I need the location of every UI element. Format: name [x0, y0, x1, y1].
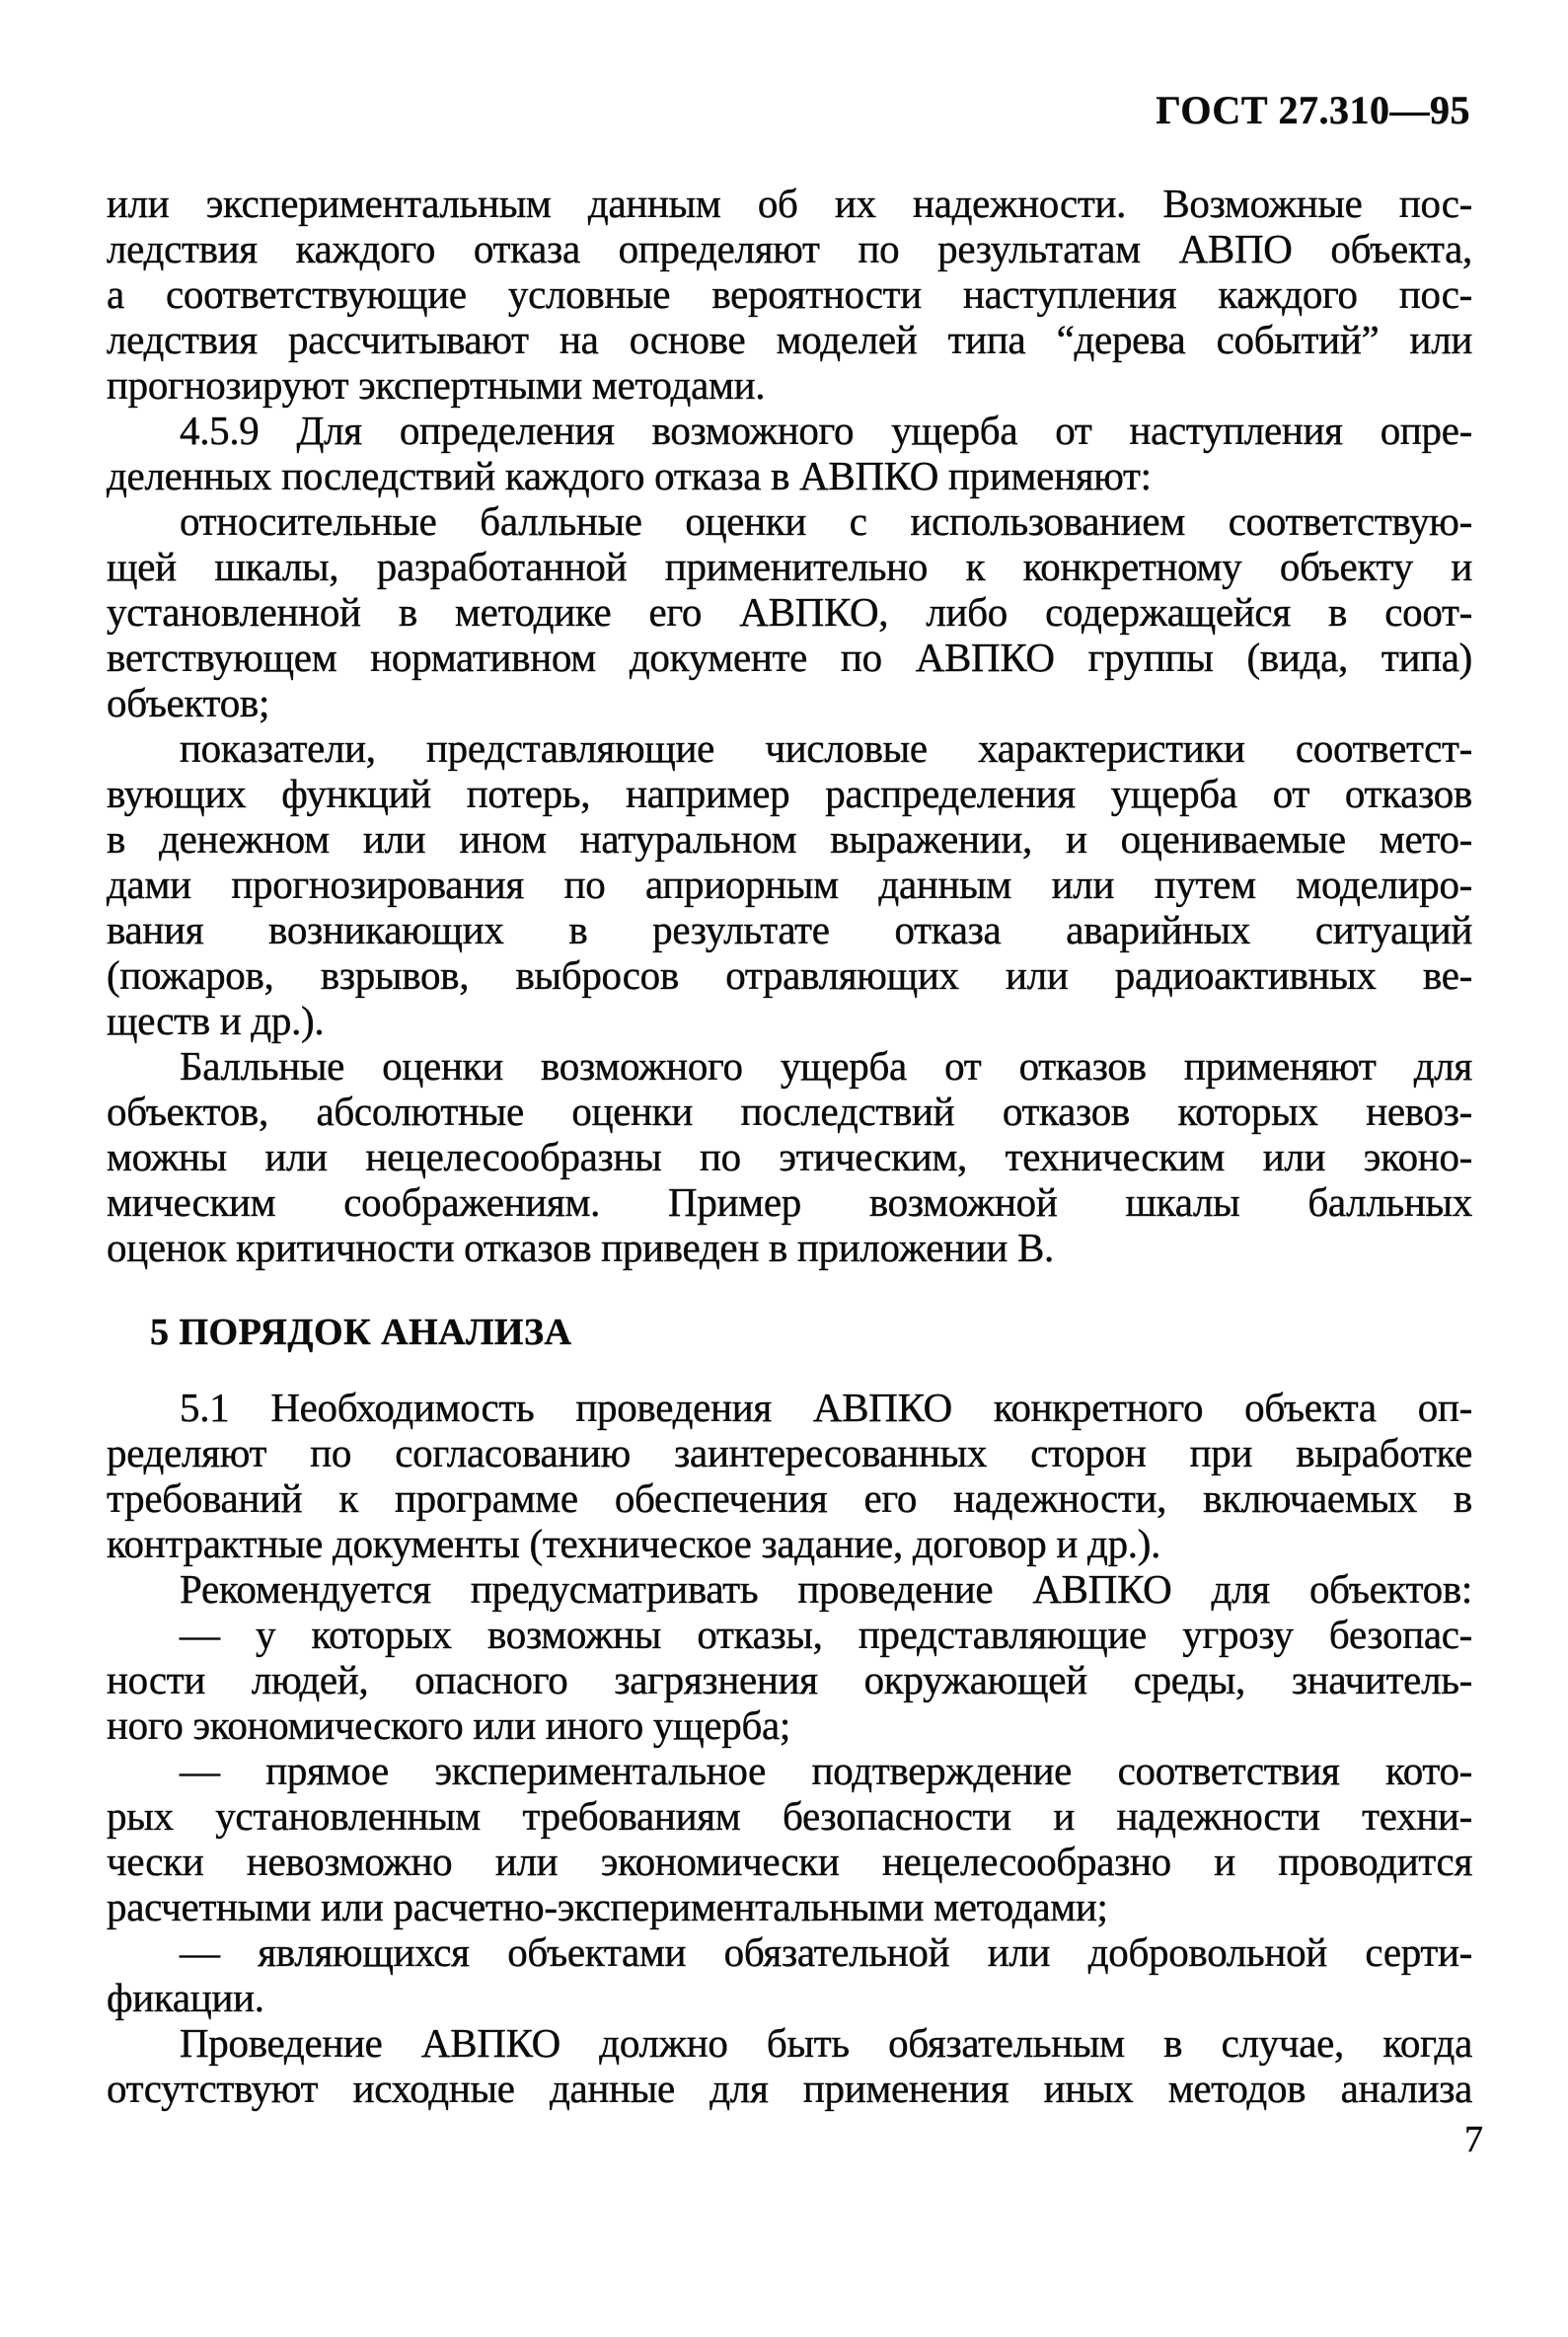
paragraph-line: расчетными или расчетно-экспериментальными методами;	[107, 1884, 1108, 1929]
paragraph-line: прогнозируют экспертными методами.	[107, 362, 766, 408]
paragraph-line: ного экономического или иного ущерба;	[107, 1702, 791, 1748]
page-number: 7	[1464, 2119, 1483, 2160]
paragraph-line: в денежном или ином натуральном выражении, и оцениваемые мето-	[107, 816, 1472, 862]
paragraph-line: показатели, представляющие числовые характеристики соответст-	[180, 725, 1472, 771]
paragraph-line: Рекомендуется предусматривать проведение АВПКО для объектов:	[180, 1566, 1472, 1612]
paragraph	[107, 1612, 1472, 1748]
running-header-standard-code: ГОСТ 27.310—95	[1156, 88, 1470, 132]
paragraph-line: можны или нецелесообразны по этическим, техническим или эконо-	[107, 1134, 1472, 1179]
paragraph-line: вания возникающих в результате отказа аварийных ситуаций	[107, 907, 1472, 952]
paragraph-line: рых установленным требованиям безопасности и надежности техни-	[107, 1793, 1472, 1839]
paragraph-line: ности людей, опасного загрязнения окружающей среды, значитель-	[107, 1657, 1472, 1702]
paragraph-line: чески невозможно или экономически нецелесообразно и проводится	[107, 1839, 1472, 1884]
paragraph	[107, 1748, 1472, 1929]
paragraph-line: ределяют по согласованию заинтересованных сторон при выработке	[107, 1430, 1472, 1475]
paragraph-line: а соответствующие условные вероятности наступления каждого пос-	[107, 271, 1472, 317]
paragraph-line: относительные балльные оценки с использованием соответствую-	[180, 498, 1472, 544]
paragraph-line: — являющихся объектами обязательной или добровольной серти-	[180, 1929, 1472, 1975]
paragraph-line: (пожаров, взрывов, выбросов отравляющих или радиоактивных ве-	[107, 952, 1472, 998]
paragraph	[107, 725, 1472, 1043]
paragraph	[107, 408, 1472, 498]
paragraph-line: требований к программе обеспечения его надежности, включаемых в	[107, 1475, 1472, 1521]
paragraph-line: деленных последствий каждого отказа в АВПКО применяют:	[107, 453, 1152, 498]
paragraph-line: ледствия рассчитывают на основе моделей типа “дерева событий” или	[107, 317, 1472, 362]
paragraph	[107, 1929, 1472, 2020]
paragraph	[107, 2020, 1472, 2111]
paragraph-line: ветствующем нормативном документе по АВПКО группы (вида, типа)	[107, 635, 1472, 680]
paragraph-line: мическим соображениям. Пример возможной шкалы балльных	[107, 1179, 1472, 1225]
paragraph-line: щей шкалы, разработанной применительно к конкретному объекту и	[107, 544, 1472, 589]
paragraph-line: ледствия каждого отказа определяют по результатам АВПО объекта,	[107, 226, 1472, 271]
paragraph	[107, 1385, 1472, 1566]
paragraph	[107, 1043, 1472, 1270]
paragraph-line: вующих функций потерь, например распределения ущерба от отказов	[107, 771, 1472, 816]
paragraph-line: объектов;	[107, 680, 270, 725]
section-heading: 5 ПОРЯДОК АНАЛИЗА	[150, 1312, 572, 1353]
paragraph-line: контрактные документы (техническое задание, договор и др.).	[107, 1521, 1161, 1566]
paragraph-line: оценок критичности отказов приведен в приложении В.	[107, 1225, 1054, 1270]
paragraph	[107, 1566, 1472, 1612]
paragraph-line: 5.1 Необходимость проведения АВПКО конкретного объекта оп-	[180, 1385, 1472, 1430]
paragraph-line: отсутствуют исходные данные для применения иных методов анализа	[107, 2066, 1472, 2111]
paragraph-line: — у которых возможны отказы, представляющие угрозу безопас-	[180, 1612, 1472, 1657]
paragraph-line: объектов, абсолютные оценки последствий отказов которых невоз-	[107, 1089, 1472, 1134]
paragraph	[107, 498, 1472, 725]
paragraph-line: фикации.	[107, 1975, 264, 2020]
paragraph-line: Балльные оценки возможного ущерба от отказов применяют для	[180, 1043, 1472, 1089]
paragraph-line: ществ и др.).	[107, 998, 325, 1043]
paragraph-line: 4.5.9 Для определения возможного ущерба от наступления опре-	[180, 408, 1472, 453]
paragraph-line: Проведение АВПКО должно быть обязательным в случае, когда	[180, 2020, 1472, 2066]
paragraph-line: установленной в методике его АВПКО, либо содержащейся в соот-	[107, 589, 1472, 635]
paragraph-line: дами прогнозирования по априорным данным или путем моделиро-	[107, 862, 1472, 907]
paragraph-line: — прямое экспериментальное подтверждение соответствия кото-	[180, 1748, 1472, 1793]
paragraph	[107, 181, 1472, 408]
paragraph-line: или экспериментальным данным об их надежности. Возможные пос-	[107, 181, 1472, 226]
document-body	[107, 181, 1472, 2111]
